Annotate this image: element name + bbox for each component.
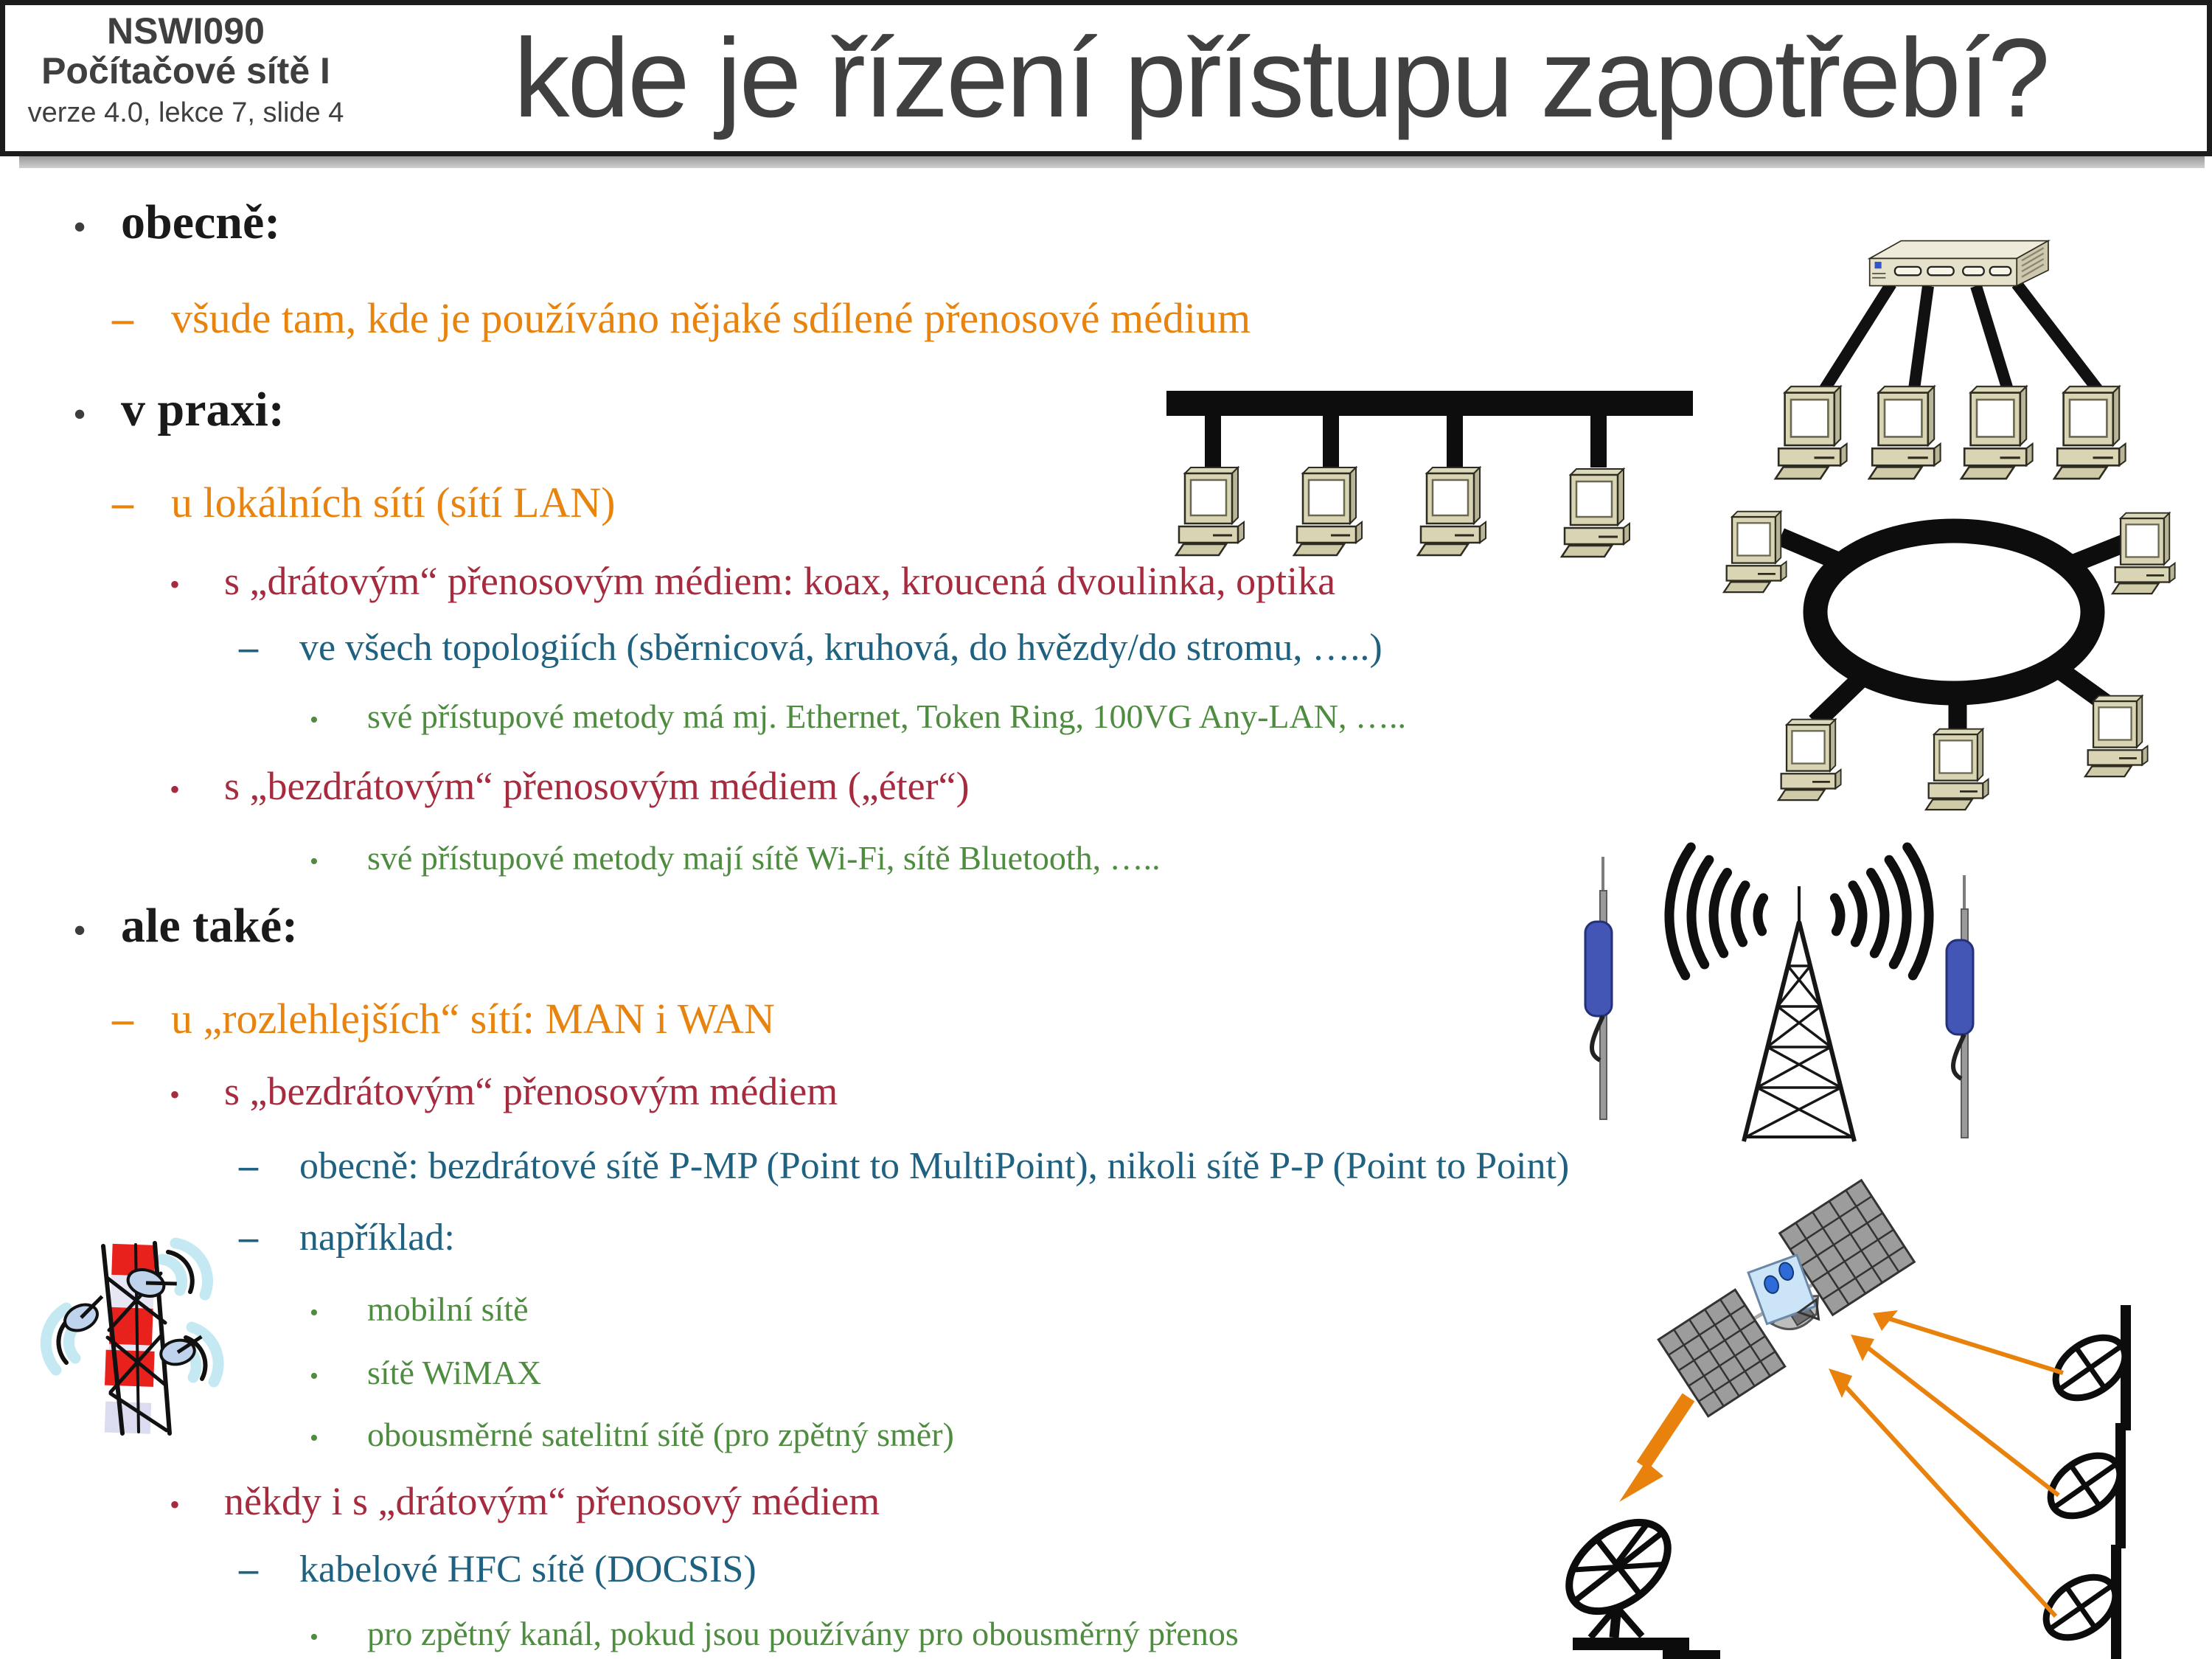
network-cable [1913,286,1928,394]
computer-icon [1775,386,1847,479]
bullet-marker [74,913,121,948]
bus-backbone [1166,391,1693,416]
outline-text: mobilní sítě [367,1290,529,1328]
outline-text: své přístupové metody mají sítě Wi-Fi, sítě Bluetooth, ….. [367,839,1161,877]
outline-item [74,901,298,952]
outline-item [239,1218,455,1258]
outline-text: u „rozlehlejších“ sítí: MAN i WAN [171,995,775,1043]
radio-waves-right-icon [1834,847,1929,975]
page-title: kde je řízení přístupu zapotřebí? [513,15,2048,141]
outline-text: své přístupové metody má mj. Ethernet, Token Ring, 100VG Any-LAN, ….. [367,698,1406,735]
network-cable [1821,284,1891,394]
outline-item [112,481,616,525]
outline-item [310,1417,954,1453]
drop-cable [1323,416,1339,467]
dash-marker [239,1218,299,1258]
dash-marker [112,481,171,525]
outline-item [310,699,1406,734]
outline-text: s „bezdrátovým“ přenosovým médiem [224,1069,838,1113]
computer-icon [2085,696,2148,776]
uplink-arrowheads [1829,1310,1898,1398]
computer-icon [1294,467,1362,555]
computer-icon [1869,386,1941,479]
version-info: verze 4.0, lekce 7, slide 4 [27,97,344,128]
outline-text: někdy i s „drátovým“ přenosový médiem [224,1479,880,1523]
computer-icon [1176,467,1244,555]
computer-icon [1778,720,1841,800]
outline-item [170,1071,838,1112]
ring-backbone [1815,531,2093,693]
bullet-marker [310,1363,367,1389]
computer-icon [1562,469,1630,557]
outline-item [112,296,1251,341]
ground-station-icon [1553,1504,1720,1659]
outline-text: kabelové HFC sítě (DOCSIS) [299,1548,757,1590]
outline-text: ve všech topologiích (sběrnicová, kruhová, do hvězdy/do stromu, …..) [299,627,1382,669]
outline-text: obecně: bezdrátové sítě P-MP (Point to MultiPoint), nikoli sítě P-P (Point to Point) [299,1145,1570,1187]
computer-icon [1724,512,1787,592]
drop-cable [1205,416,1221,467]
computer-icon [2112,513,2175,594]
dash-marker [239,1550,299,1590]
dash-marker [112,997,171,1041]
bullet-marker [74,209,121,245]
course-code: NSWI090 [107,10,265,52]
outline-text: ale také: [121,899,299,953]
outline-text: u lokálních sítí (sítí LAN) [171,479,616,526]
bullet-marker [170,569,224,600]
uplink-arrows [1834,1315,2063,1616]
outline-item [310,1355,541,1391]
course-name: Počítačové sítě I [41,50,330,91]
antenna-mast-left-icon [1585,857,1612,1119]
bullet-marker [310,707,367,733]
outline-text: sítě WiMAX [367,1354,542,1391]
outline-item [170,765,970,807]
computer-icon [1926,729,1989,810]
outline-item [74,195,281,249]
radio-waves-left-icon [1669,847,1764,975]
star-topology-image [1755,236,2212,516]
outline-text: všude tam, kde je používáno nějaké sdílené přenosové médium [171,294,1251,342]
outline-text: pro zpětný kanál, pokud jsou používány pro obousměrný přenos [367,1615,1239,1652]
outline-item [239,1550,757,1590]
dish-antenna-icon [2039,1423,2131,1548]
satellite-network-image [1548,1180,2212,1659]
course-info [27,11,344,128]
outline-text: například: [299,1217,455,1259]
network-cable [2017,284,2101,394]
radio-tower-image [1571,848,2035,1154]
downlink-arrow-icon [1619,1397,1688,1502]
drop-cable [1781,537,1840,562]
header-shadow [19,156,2205,168]
dish-antenna-icon [2045,1305,2136,1430]
ring-topology-image [1718,509,2212,818]
bullet-marker [310,1425,367,1451]
bullet-marker [310,1300,367,1326]
bullet-marker [310,1624,367,1650]
outline-text: s „bezdrátovým“ přenosovým médiem („éter“) [224,764,970,808]
outline-item [310,1616,1239,1652]
dash-marker [239,1147,299,1186]
outline-text: obecně: [121,195,281,249]
outline-item [112,997,775,1041]
outline-text: obousměrné satelitní sítě (pro zpětný směr) [367,1416,954,1453]
hub-icon [1870,241,2048,286]
outline-item [310,1292,529,1327]
antenna-mast-right-icon [1947,875,1973,1138]
bus-topology-image [1150,383,1711,597]
outline-text: v praxi: [121,383,285,437]
slide-header [0,0,2212,156]
bullet-marker [170,1489,224,1520]
dish-antenna-icon [2035,1545,2126,1659]
drop-cable [1815,680,1860,723]
computer-icon [1961,386,2033,479]
outline-item [239,1147,1569,1186]
network-cable [1976,286,2009,394]
drop-cable [1447,416,1463,467]
dash-marker [239,628,299,668]
computer-icon [2054,386,2126,479]
bullet-marker [74,397,121,432]
bullet-marker [170,774,224,805]
dash-marker [112,296,171,341]
outline-item [74,385,285,436]
bullet-marker [310,849,367,874]
outline-item [310,841,1161,876]
tower-clipart-image [35,1233,242,1447]
drop-cable [1590,416,1607,467]
outline-text: s „drátovým“ přenosovým médiem: koax, kroucená dvoulinka, optika [224,559,1336,603]
computer-icon [1418,467,1486,555]
outline-item [239,628,1382,668]
bullet-marker [170,1079,224,1110]
outline-item [170,1481,880,1522]
